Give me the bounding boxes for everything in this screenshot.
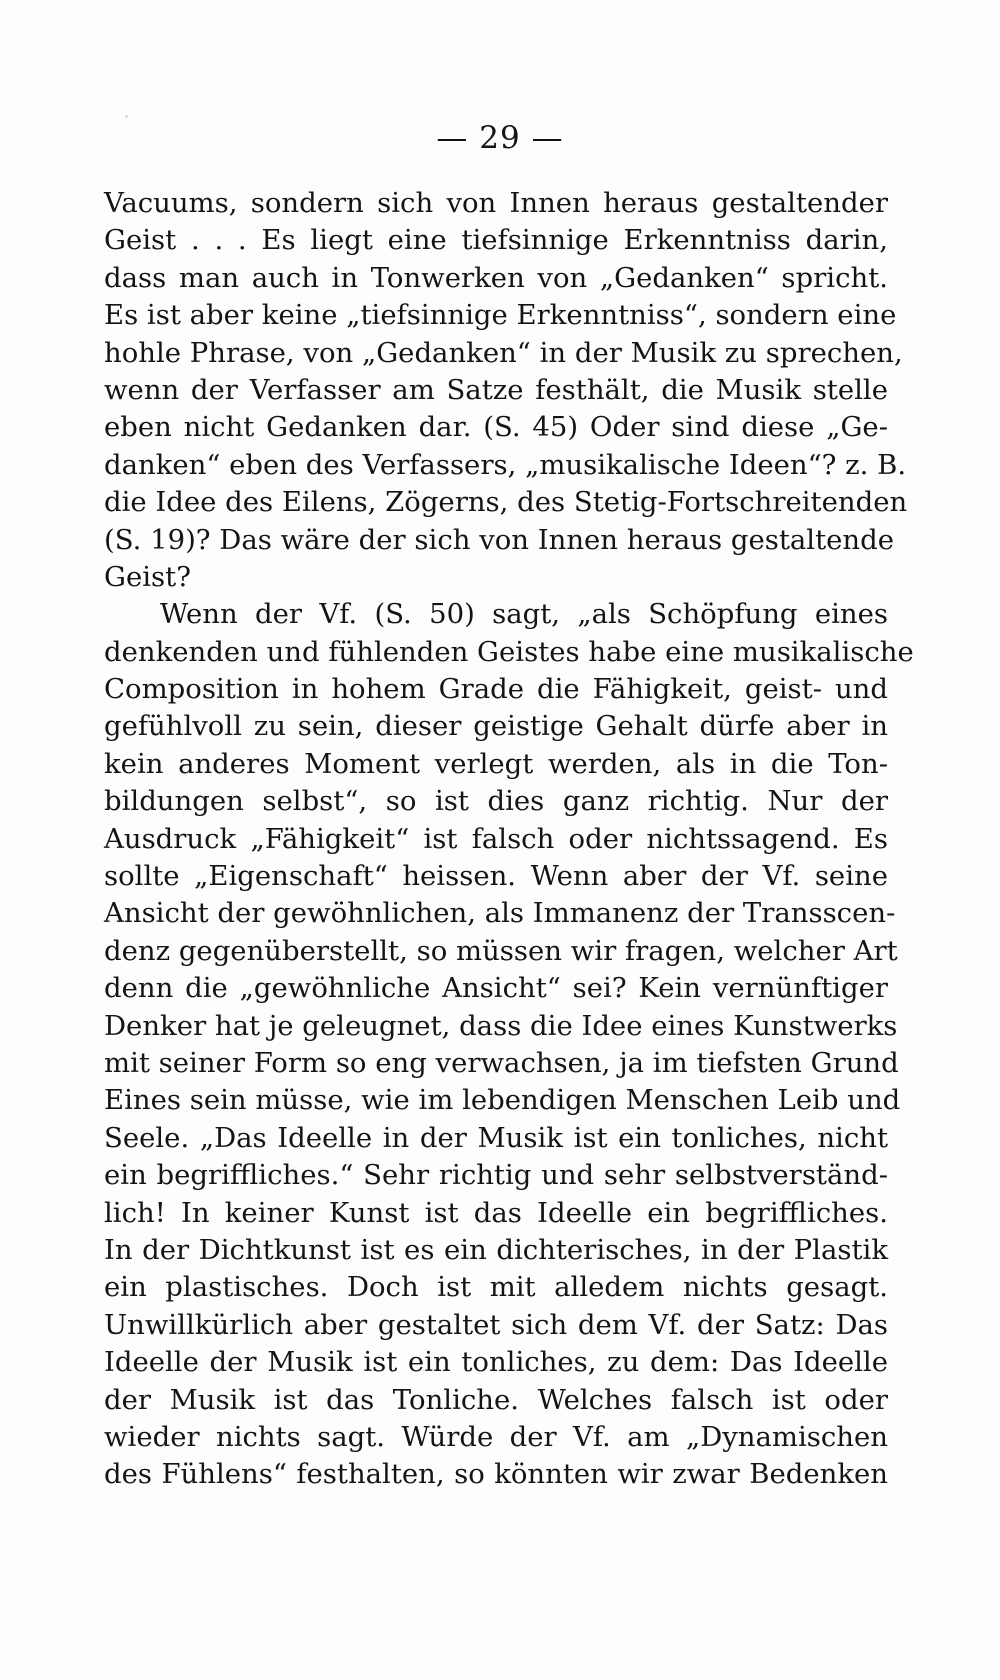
text-line: Geist . . . Es liegt eine tiefsinnige Erkenntniss darin, — [104, 224, 888, 257]
text-line: Ideelle der Musik ist ein tonliches, zu dem: Das Ideelle — [104, 1346, 888, 1379]
text-line: denkenden und fühlenden Geistes habe eine musikalische — [104, 635, 914, 668]
text-line: Ausdruck „Fähigkeit“ ist falsch oder nichtssagend. Es — [104, 822, 888, 855]
paragraph-start-line: Wenn der Vf. (S. 50) sagt, „als Schöpfung eines — [160, 598, 888, 631]
text-line: denn die „gewöhnliche Ansicht“ sei? Kein vernünftiger — [104, 972, 888, 1005]
text-line: Seele. „Das Ideelle in der Musik ist ein tonliches, nicht — [104, 1121, 888, 1154]
text-line: lich! In keiner Kunst ist das Ideelle ein begriffliches. — [104, 1196, 888, 1229]
text-line: Unwillkürlich aber gestaltet sich dem Vf. der Satz: Das — [104, 1308, 888, 1341]
text-line: hohle Phrase, von „Gedanken“ in der Musik zu sprechen, — [104, 336, 903, 369]
text-line: dass man auch in Tonwerken von „Gedanken“ spricht. — [104, 261, 888, 294]
text-line: wieder nichts sagt. Würde der Vf. am „Dynamischen — [104, 1420, 888, 1453]
text-line: die Idee des Eilens, Zögerns, des Stetig-Fortschreitenden — [104, 486, 908, 519]
text-line: der Musik ist das Tonliche. Welches falsch ist oder — [104, 1383, 888, 1416]
text-line: In der Dichtkunst ist es ein dichterisches, in der Plastik — [104, 1233, 888, 1266]
text-line: ein begriffliches.“ Sehr richtig und sehr selbstverständ- — [104, 1159, 888, 1192]
text-line: mit seiner Form so eng verwachsen, ja im tiefsten Grund — [104, 1046, 899, 1079]
text-line: Es ist aber keine „tiefsinnige Erkenntniss“, sondern eine — [104, 299, 897, 332]
text-line: Eines sein müsse, wie im lebendigen Menschen Leib und — [104, 1084, 901, 1117]
page-number: — 29 — — [436, 120, 564, 156]
text-line: denz gegenüberstellt, so müssen wir fragen, welcher Art — [104, 934, 898, 967]
text-line: Composition in hohem Grade die Fähigkeit, geist- und — [104, 673, 888, 706]
text-line: sollte „Eigenschaft“ heissen. Wenn aber der Vf. seine — [104, 860, 888, 893]
text-line: kein anderes Moment verlegt werden, als in die Ton- — [104, 747, 888, 780]
text-line: wenn der Verfasser am Satze festhält, die Musik stelle — [104, 373, 888, 406]
text-line: (S. 19)? Das wäre der sich von Innen heraus gestaltende — [104, 523, 894, 556]
text-line: Ansicht der gewöhnlichen, als Immanenz der Transscen- — [104, 897, 896, 930]
text-line: bildungen selbst“, so ist dies ganz richtig. Nur der — [104, 785, 888, 818]
paragraph-end-line: Geist? — [104, 560, 191, 593]
text-line: danken“ eben des Verfassers, „musikalische Ideen“? z. B. — [104, 448, 907, 481]
text-line: eben nicht Gedanken dar. (S. 45) Oder sind diese „Ge- — [104, 411, 888, 444]
text-line: Vacuums, sondern sich von Innen heraus gestaltender — [104, 187, 888, 219]
text-line: Denker hat je geleugnet, dass die Idee eines Kunstwerks — [104, 1009, 898, 1042]
body-text — [104, 185, 914, 1494]
text-line: gefühlvoll zu sein, dieser geistige Gehalt dürfe aber in — [104, 710, 888, 743]
text-line: des Fühlens“ festhalten, so könnten wir zwar Bedenken — [104, 1458, 888, 1491]
text-line: ein plastisches. Doch ist mit alledem nichts gesagt. — [104, 1271, 888, 1304]
